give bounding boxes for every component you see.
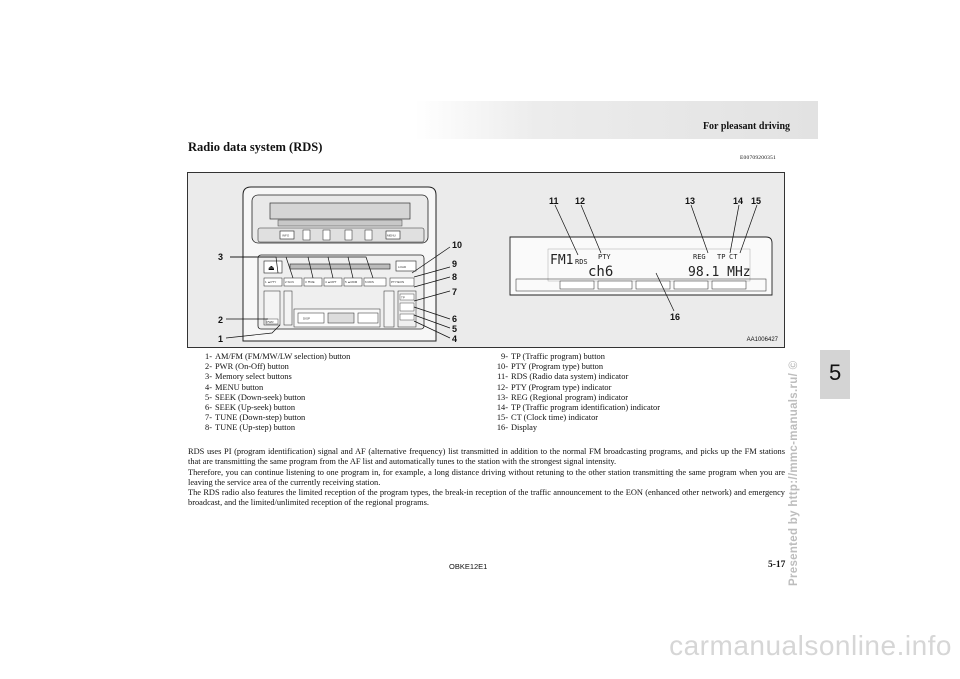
display-frequency: 98.1 MHz <box>688 265 751 280</box>
legend-item: 5- SEEK (Down-seek) button <box>205 392 306 402</box>
display-reg-indicator: REG <box>693 253 706 261</box>
callout-1: 1 <box>218 334 224 344</box>
legend-item: 3- Memory select buttons <box>205 372 292 382</box>
legend-item: 6- SEEK (Up-seek) button <box>205 403 296 413</box>
body-text <box>188 447 785 509</box>
legend-item: 2- PWR (On-Off) button <box>205 362 289 372</box>
section-title: Radio data system (RDS) <box>188 140 323 154</box>
running-head: For pleasant driving <box>702 121 790 132</box>
legend-item: 16- Display <box>496 423 538 433</box>
preset-3-label: 3 ▼RE <box>305 280 315 284</box>
legend-item: 10- PTY (Program type) button <box>496 362 604 372</box>
display-pty-indicator: PTY <box>598 253 611 261</box>
callout-11: 11 <box>549 196 559 206</box>
callout-16: 16 <box>670 312 681 322</box>
legend-item: 13- REG (Regional program) indicator <box>496 392 628 402</box>
preset-5-label: 5 ▲RDM <box>345 280 358 284</box>
body-paragraph: RDS uses PI (program identification) signal and AF (alternative frequency) list transmitted in addition to the normal FM broadcasting programs, and picks up the FM stations that are transmitting the same program from the AF list and automatically tunes to the station with the strongest signal intensity. <box>188 447 785 467</box>
header-band <box>415 101 818 139</box>
radio-figure <box>187 172 785 348</box>
callout-3: 3 <box>218 252 224 262</box>
callout-14: 14 <box>733 196 744 206</box>
callout-8: 8 <box>452 272 458 282</box>
preset-1-label: 1 ▲PTY <box>265 280 277 284</box>
pty-eon-label: PTY/EON <box>391 280 405 284</box>
disp-label: DISP <box>303 316 311 321</box>
display-ct-indicator: CT <box>729 253 738 261</box>
legend-item: 9- TP (Traffic program) button <box>501 352 605 361</box>
callout-13: 13 <box>685 196 696 206</box>
legend-right <box>496 352 660 434</box>
menu-button-label-top: MENU <box>387 233 396 238</box>
preset-buttons <box>264 278 414 286</box>
callout-12: 12 <box>575 196 586 206</box>
legend-item: 12- PTY (Program type) indicator <box>496 382 612 392</box>
rds-display <box>510 237 772 295</box>
chapter-tab-number: 5 <box>829 360 842 385</box>
svg-text:⏏: ⏏ <box>268 264 275 272</box>
radio-illustration <box>188 173 784 347</box>
pwr-label: PWR <box>266 320 274 324</box>
legend-left <box>200 352 350 434</box>
legend-item: 8- TUNE (Up-step) button <box>205 423 296 433</box>
legend-item: 15- CT (Clock time) indicator <box>496 413 599 423</box>
callout-5: 5 <box>452 324 458 334</box>
info-button-label: INFO <box>282 233 290 238</box>
callout-4: 4 <box>452 334 458 344</box>
legend-item: 11- RDS (Radio data system) indicator <box>497 372 629 382</box>
body-paragraph: Therefore, you can continue listening to one program in, for example, a long distance driving without retuning to the other station transmitting the same program when you are leaving the service area of the currently receiving station. <box>188 467 785 487</box>
legend-item: 4- MENU button <box>205 382 264 392</box>
callout-2: 2 <box>218 315 224 325</box>
footer-code: OBKE12E1 <box>449 562 488 571</box>
tp-button-label: TP <box>401 295 405 300</box>
preset-6-label: 6 RDS <box>365 280 374 284</box>
figure-code: AA1006427 <box>746 337 778 343</box>
preset-4-label: 4 ▲RPT <box>325 280 337 284</box>
display-channel: ch6 <box>588 264 614 280</box>
callout-6: 6 <box>452 314 458 324</box>
legend-item: 1- AM/FM (FM/MW/LW selection) button <box>205 352 351 361</box>
document-code: E00709200351 <box>739 155 776 161</box>
head-unit <box>243 187 436 341</box>
page-number: 5-17 <box>768 560 786 570</box>
display-rds-indicator: RDS <box>575 258 588 266</box>
body-paragraph: The RDS radio also features the limited reception of the program types, the break-in reception of the traffic announcement to the EON (enhanced other network) and emergency broadcast, and the limited/unlimited reception of the regional programs. <box>188 488 785 508</box>
site-footer: carmanualsonline.info <box>669 630 952 661</box>
watermark: Presented by http://mmc-manuals.ru/ © <box>788 360 800 586</box>
legend-item: 7- TUNE (Down-step) button <box>205 413 306 423</box>
callout-15: 15 <box>751 196 762 206</box>
callout-7: 7 <box>452 287 458 297</box>
callout-10: 10 <box>452 240 463 250</box>
legend-item: 14- TP (Traffic program identification) indicator <box>496 403 661 413</box>
preset-2-label: 2 SCN <box>285 280 294 284</box>
display-band: FM1 <box>550 253 574 268</box>
display-tp-indicator: TP <box>717 253 726 261</box>
load-button-label: LOAD <box>398 265 407 269</box>
callout-9: 9 <box>452 259 458 269</box>
